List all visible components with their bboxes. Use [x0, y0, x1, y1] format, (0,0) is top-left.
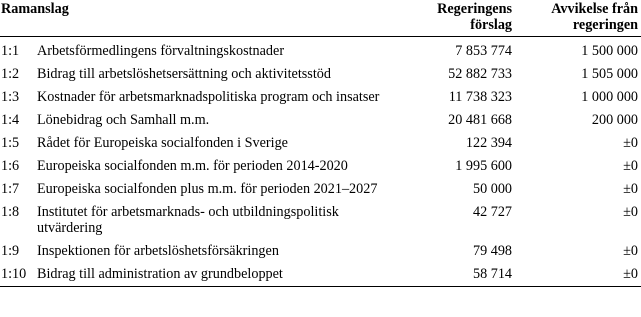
row-name: Bidrag till administration av grundbeloppet	[37, 263, 393, 287]
row-code: 1:10	[0, 263, 37, 287]
row-name: Bidrag till arbetslöshetsersättning och aktivitetsstöd	[37, 66, 331, 82]
row-proposal: 20 481 668	[448, 112, 513, 128]
table-body	[0, 37, 641, 287]
header-deviation-line1: Avvikelse från	[551, 1, 639, 17]
table-row	[0, 201, 641, 240]
row-deviation: 200 000	[591, 112, 639, 128]
row-proposal: 7 853 774	[455, 43, 513, 59]
row-proposal: 122 394	[465, 135, 513, 151]
row-code: 1:8	[1, 204, 20, 220]
header-row	[0, 0, 641, 37]
table-row	[0, 63, 641, 86]
row-name: Europeiska socialfonden plus m.m. för perioden 2021–2027	[37, 181, 378, 197]
row-proposal: 58 714	[393, 263, 516, 287]
table-row	[0, 37, 641, 63]
table-row	[0, 132, 641, 155]
row-deviation: ±0	[623, 181, 639, 197]
row-name: Institutet för arbetsmarknads- och utbildningspolitisk utvärdering	[37, 204, 339, 236]
row-code: 1:1	[1, 43, 20, 59]
row-deviation: 1 000 000	[581, 89, 639, 105]
row-proposal: 11 738 323	[448, 89, 513, 105]
header-deviation-line2: regeringen	[572, 17, 639, 33]
table-row	[0, 86, 641, 109]
row-deviation: ±0	[623, 204, 639, 220]
row-code: 1:5	[1, 135, 20, 151]
row-name: Arbetsförmedlingens förvaltningskostnader	[37, 43, 285, 59]
row-deviation: 1 505 000	[581, 66, 639, 82]
row-code: 1:6	[1, 158, 20, 174]
row-name: Inspektionen för arbetslöshetsförsäkringen	[37, 243, 279, 259]
row-code: 1:4	[1, 112, 20, 128]
row-proposal: 79 498	[473, 243, 513, 259]
header-proposal	[393, 0, 516, 37]
header-deviation	[516, 0, 641, 37]
table-row	[0, 155, 641, 178]
row-deviation: ±0	[623, 158, 639, 174]
table-row	[0, 240, 641, 263]
row-name: Europeiska socialfonden m.m. för perioden 2014-2020	[37, 158, 348, 174]
row-code: 1:7	[1, 181, 20, 197]
row-code: 1:2	[1, 66, 20, 82]
row-deviation: ±0	[623, 243, 639, 259]
row-code: 1:9	[1, 243, 20, 259]
table-row	[0, 178, 641, 201]
header-proposal-line1: Regeringens	[437, 1, 513, 17]
row-deviation: ±0	[516, 263, 641, 287]
row-name: Lönebidrag och Samhall m.m.	[37, 112, 210, 128]
row-code: 1:3	[1, 89, 20, 105]
row-proposal: 50 000	[473, 181, 513, 197]
table-header	[0, 0, 641, 37]
row-proposal: 52 882 733	[448, 66, 513, 82]
row-deviation: ±0	[623, 135, 639, 151]
row-proposal: 1 995 600	[455, 158, 513, 174]
row-deviation: 1 500 000	[581, 43, 639, 59]
header-proposal-line2: förslag	[470, 17, 513, 33]
row-name: Kostnader för arbetsmarknadspolitiska program och insatser	[37, 89, 380, 105]
table-row	[0, 263, 641, 287]
row-proposal: 42 727	[473, 204, 513, 220]
row-name: Rådet för Europeiska socialfonden i Sverige	[37, 135, 288, 151]
header-ramanslag: Ramanslag	[0, 0, 393, 37]
table-row	[0, 109, 641, 132]
